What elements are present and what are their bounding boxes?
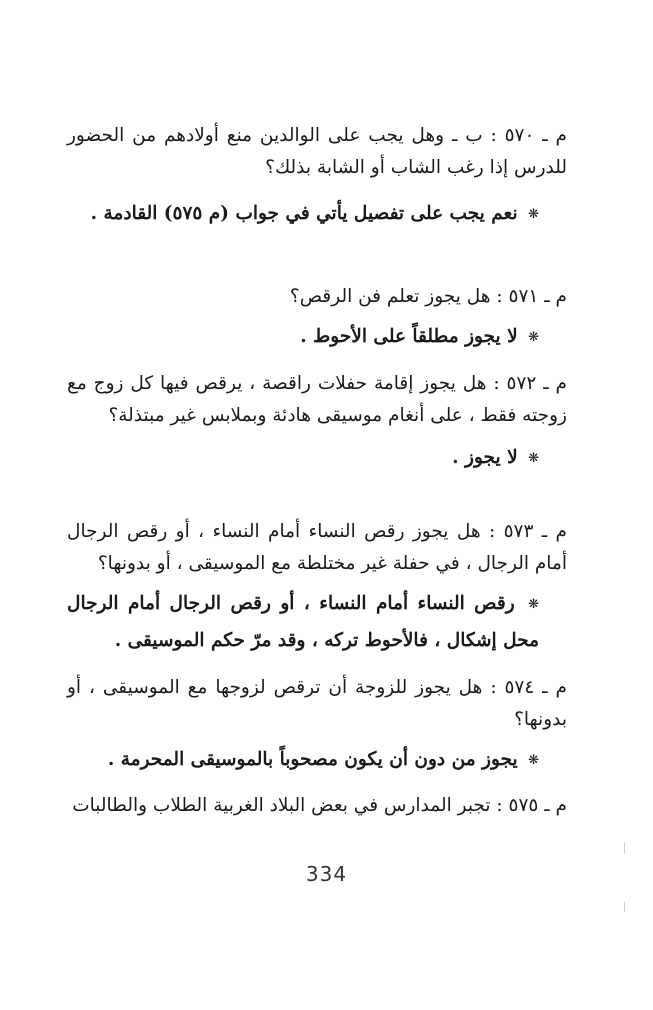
question-number: م ـ ٥٧٥ : bbox=[496, 795, 567, 816]
question-text: ب ـ وهل يجب على الوالدين منع أولادهم من الحضور للدرس إذا رغب الشاب أو الشابة بذلك؟ bbox=[67, 125, 567, 178]
asterism-icon: ❋ bbox=[528, 451, 539, 466]
answer-text: لا يجوز مطلقاً على الأحوط . bbox=[300, 326, 518, 347]
answer bbox=[67, 586, 567, 659]
question bbox=[67, 368, 567, 432]
answer bbox=[67, 440, 567, 477]
question-text: هل يجوز إقامة حفلات راقصة ، يرقص فيها كل زوج مع زوجته فقط ، على أنغام موسيقى هادئة وبملابس غير مبتذلة؟ bbox=[67, 373, 567, 426]
question-number: م ـ ٥٧٠ : bbox=[490, 125, 567, 146]
question bbox=[67, 516, 567, 580]
entry-572 bbox=[67, 368, 567, 477]
question-text: تجبر المدارس في بعض البلاد الغربية الطلاب والطالبات bbox=[72, 795, 491, 816]
entry-573 bbox=[67, 516, 567, 659]
answer-text: يجوز من دون أن يكون مصحوباً بالموسيقى المحرمة . bbox=[107, 749, 518, 770]
question bbox=[67, 672, 567, 736]
answer-text: لا يجوز . bbox=[452, 447, 518, 468]
asterism-icon: ❋ bbox=[528, 597, 539, 612]
question-text: هل يجوز للزوجة أن ترقص لزوجها مع الموسيقى ، أو بدونها؟ bbox=[67, 677, 567, 730]
question bbox=[67, 281, 567, 313]
asterism-icon: ❋ bbox=[528, 330, 539, 345]
question bbox=[67, 120, 567, 184]
question-number: م ـ ٥٧٢ : bbox=[493, 373, 567, 394]
question-text: هل يجوز رقص النساء أمام النساء ، أو رقص الرجال أمام الرجال ، في حفلة غير مختلطة مع الموسيقى ، أو بدونها؟ bbox=[67, 521, 567, 574]
answer bbox=[67, 319, 567, 356]
entry-570 bbox=[67, 120, 567, 233]
answer bbox=[67, 742, 567, 779]
asterism-icon: ❋ bbox=[528, 207, 539, 222]
margin-mark bbox=[624, 902, 625, 912]
entry-575 bbox=[67, 790, 567, 822]
question-number: م ـ ٥٧٤ : bbox=[490, 677, 567, 698]
page-number: 334 bbox=[305, 862, 348, 886]
answer bbox=[67, 196, 567, 233]
asterism-icon: ❋ bbox=[528, 753, 539, 768]
question bbox=[67, 790, 567, 822]
question-number: م ـ ٥٧١ : bbox=[496, 286, 567, 307]
margin-mark bbox=[624, 842, 625, 854]
answer-text: رقص النساء أمام النساء ، أو رقص الرجال أمام الرجال محل إشكال ، فالأحوط تركه ، وقد مرّ حكم الموسيقى . bbox=[67, 593, 539, 651]
entry-574 bbox=[67, 672, 567, 779]
question-text: هل يجوز تعلم فن الرقص؟ bbox=[289, 286, 491, 307]
answer-text: نعم يجب على تفصيل يأتي في جواب (م ٥٧٥) القادمة . bbox=[90, 203, 518, 224]
question-number: م ـ ٥٧٣ : bbox=[488, 521, 567, 542]
entry-571 bbox=[67, 281, 567, 356]
